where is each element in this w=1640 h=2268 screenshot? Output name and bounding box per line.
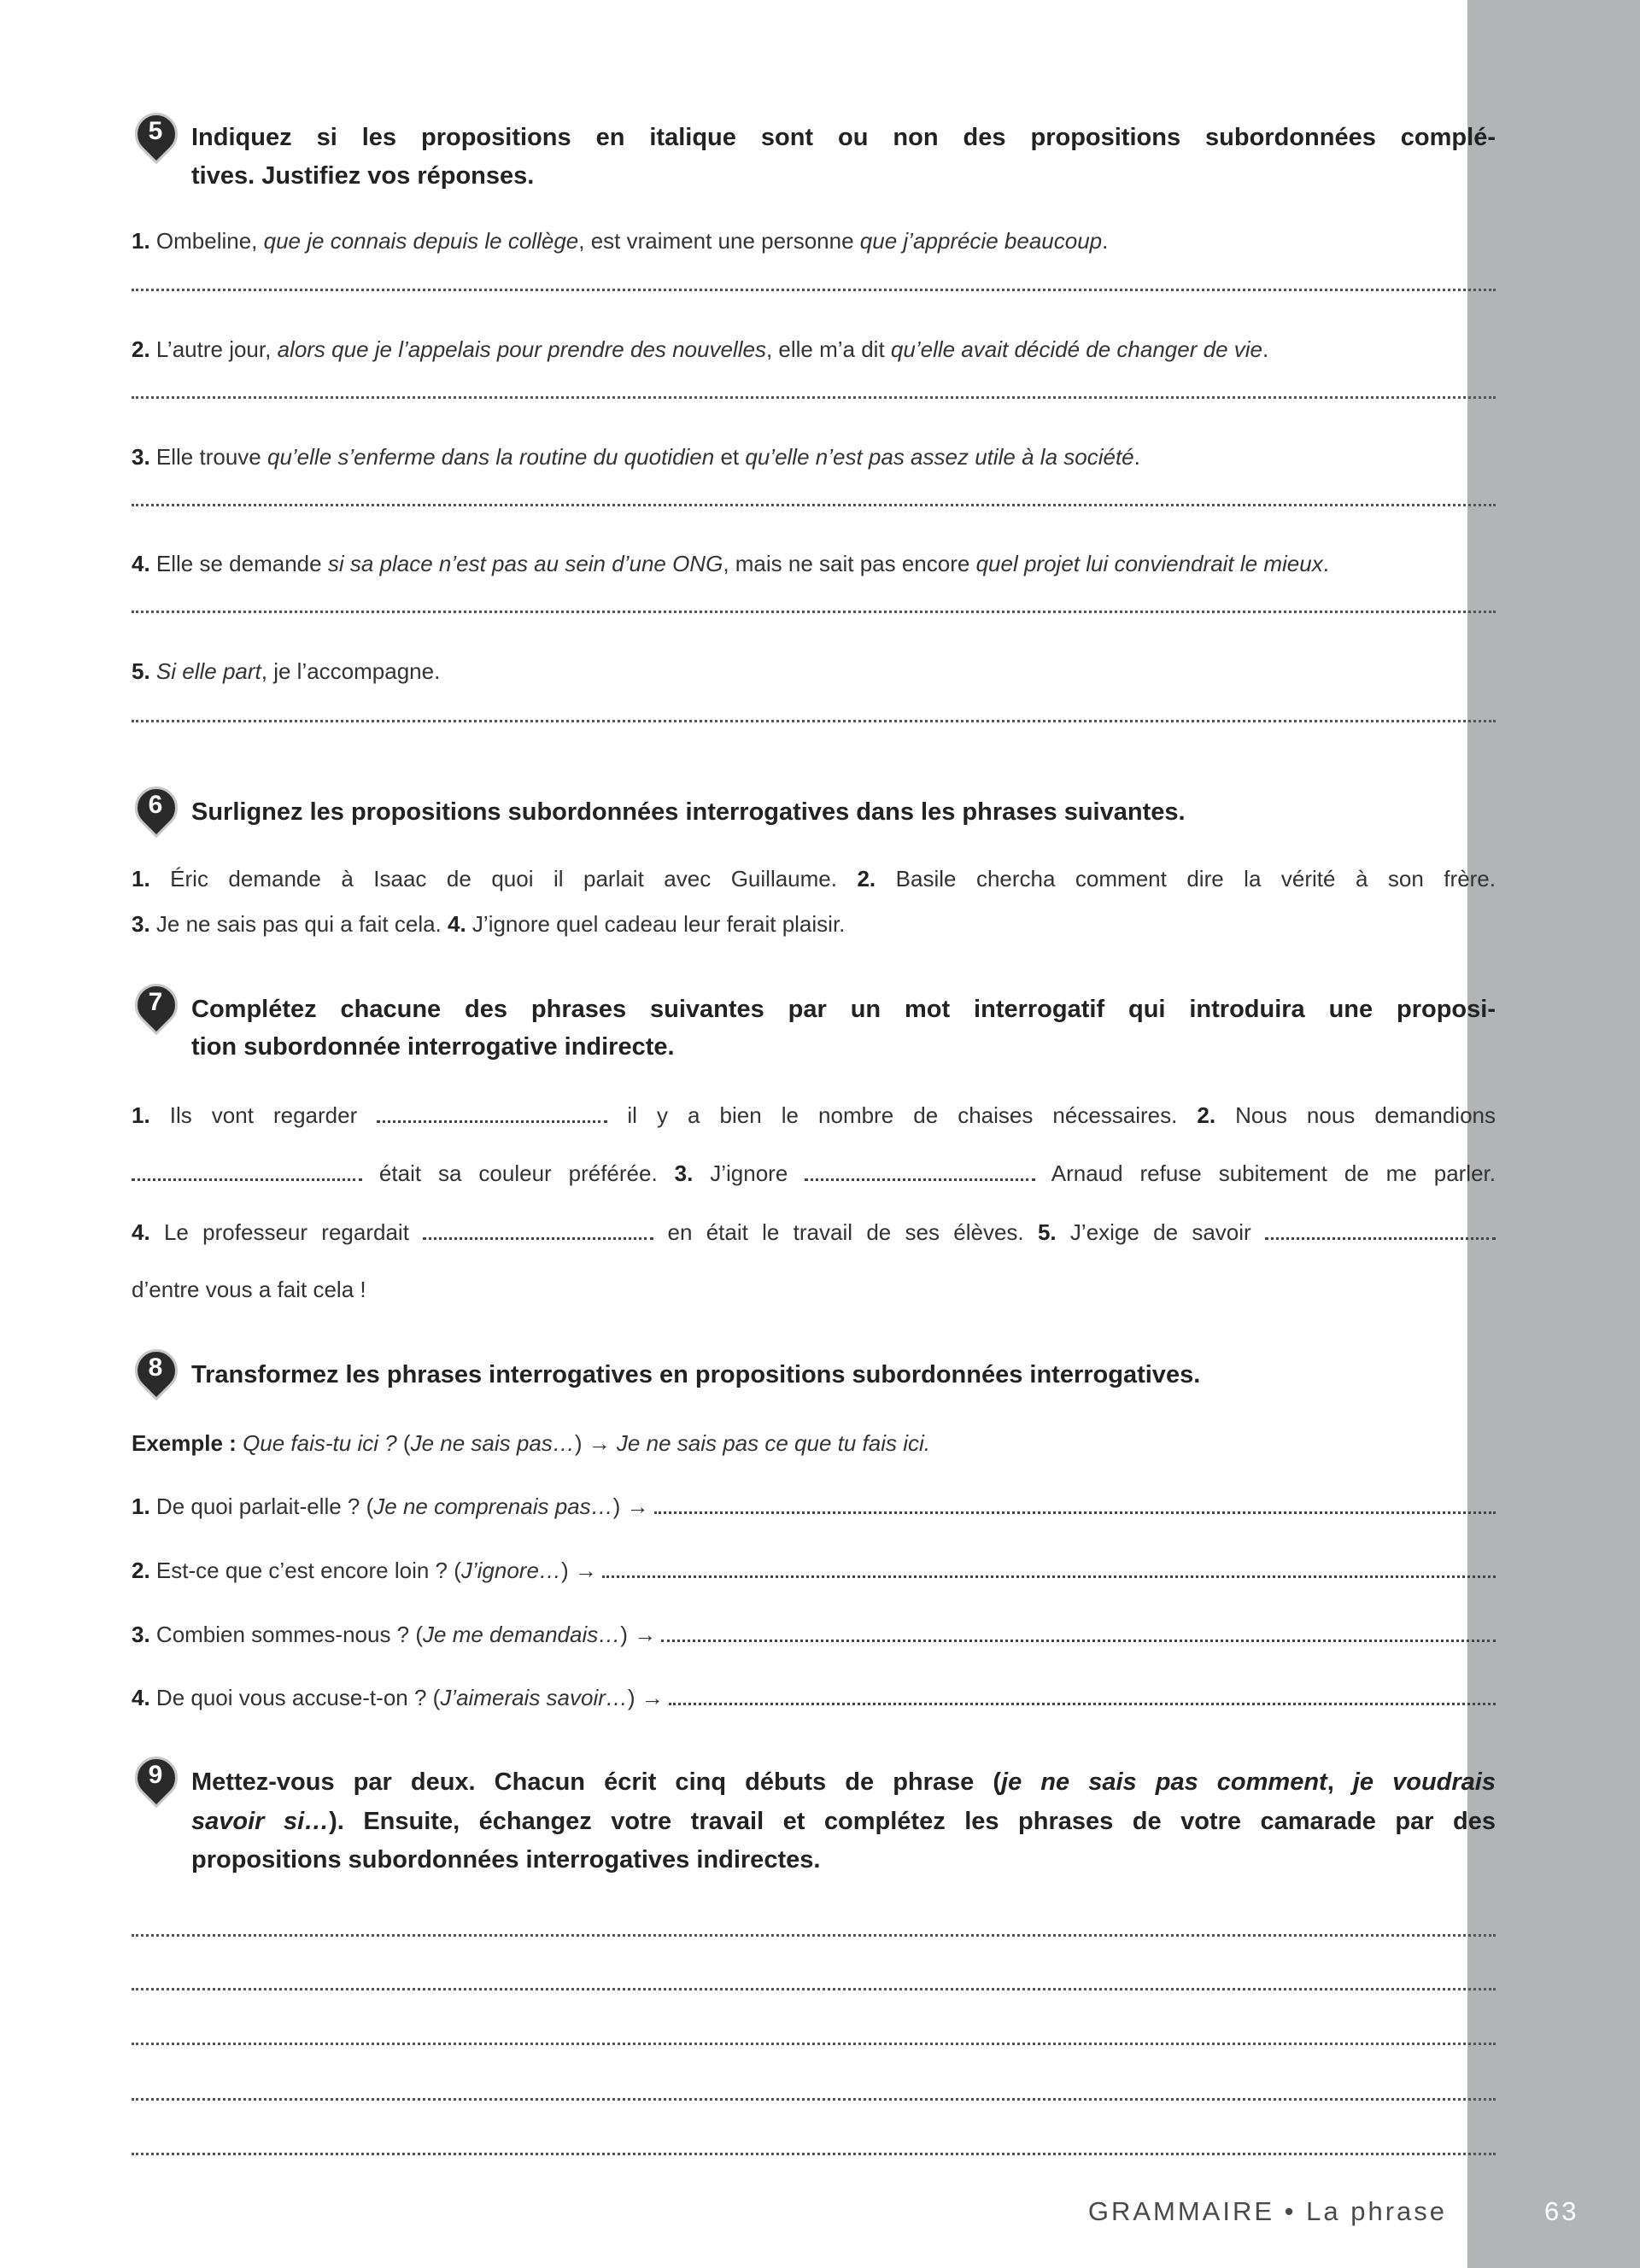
text: ) → xyxy=(620,1622,657,1647)
answer-line[interactable] xyxy=(132,611,1496,613)
text: L’autre jour, xyxy=(149,336,278,362)
text: De quoi parlait-elle ? ( xyxy=(149,1493,374,1519)
bold-text: 1. xyxy=(132,1493,150,1519)
text: Est-ce que c’est encore loin ? ( xyxy=(149,1558,461,1583)
italic-text: que j’apprécie beaucoup xyxy=(859,228,1103,254)
bold-text: 5. xyxy=(1037,1219,1057,1245)
exercise-number-badge xyxy=(133,111,178,155)
bold-italic-text: savoir si… xyxy=(191,1808,330,1835)
bold-text: 1. xyxy=(132,1102,150,1128)
text: ) → xyxy=(612,1493,649,1519)
exercise-instruction xyxy=(191,1764,1496,1800)
answer-blank[interactable] xyxy=(805,1161,1035,1181)
text: il y a bien le nombre de chaises nécessaires. xyxy=(607,1102,1198,1128)
answer-blank[interactable] xyxy=(423,1220,653,1240)
text: J’ignore xyxy=(693,1160,805,1186)
italic-text: Je ne comprenais pas… xyxy=(373,1493,613,1519)
exercise-instruction xyxy=(191,794,1496,830)
italic-text: Que fais-tu ici ? xyxy=(243,1430,397,1456)
exercise-number-badge xyxy=(133,1347,178,1392)
exercise-item xyxy=(132,1100,1496,1131)
italic-text: J’ignore… xyxy=(460,1558,561,1583)
exercise-number-badge xyxy=(133,785,178,829)
bold-text: , xyxy=(1327,1768,1353,1796)
text: J’exige de savoir xyxy=(1056,1219,1265,1245)
italic-text: quel projet lui conviendrait le mieux xyxy=(975,551,1323,576)
exercise-number-badge xyxy=(133,982,178,1026)
text: ( xyxy=(396,1430,411,1456)
text: ) → xyxy=(574,1430,617,1456)
answer-line[interactable] xyxy=(132,289,1496,291)
answer-line[interactable] xyxy=(132,720,1496,722)
text: , mais ne sait pas encore xyxy=(723,551,976,576)
bold-text: 1. xyxy=(132,228,150,254)
exercise-instruction xyxy=(191,1029,1496,1065)
bold-text: 2. xyxy=(132,336,150,362)
text: ) → xyxy=(560,1558,597,1583)
answer-line[interactable] xyxy=(132,504,1496,506)
answer-blank-line[interactable] xyxy=(654,1494,1496,1514)
italic-text: qu’elle avait décidé de changer de vie xyxy=(890,336,1262,362)
bold-text: Indiquez si les propositions en italique sont ou non des propositions subordonnées complé- xyxy=(191,124,1496,151)
answer-line[interactable] xyxy=(132,2098,1496,2101)
text: . xyxy=(1262,336,1269,362)
bold-text: tion subordonnée interrogative indirecte. xyxy=(191,1033,675,1061)
text: . xyxy=(1102,228,1109,254)
bold-text: 2. xyxy=(1197,1102,1216,1128)
exercise-item xyxy=(132,1274,1496,1305)
text: Nous nous demandions xyxy=(1215,1102,1496,1128)
exercise-instruction xyxy=(191,1842,1496,1878)
exercise-instruction xyxy=(191,158,1496,194)
italic-text: si sa place n’est pas au sein d’une ONG xyxy=(327,551,723,576)
text: , elle m’a dit xyxy=(765,336,891,362)
bold-text: 3. xyxy=(132,444,150,470)
bold-text: 2. xyxy=(132,1558,150,1583)
answer-blank[interactable] xyxy=(1265,1220,1496,1240)
text: Elle trouve xyxy=(149,444,267,470)
bold-text: 4. xyxy=(448,911,466,937)
bold-text: 4. xyxy=(132,1685,150,1710)
exercise-number-badge xyxy=(133,1755,178,1799)
text: Le professeur regardait xyxy=(149,1219,424,1245)
bold-text: tives. Justifiez vos réponses. xyxy=(191,162,535,190)
exercise-item xyxy=(132,656,1496,687)
text: Je ne sais pas qui a fait cela. xyxy=(149,911,448,937)
exercise-number: 9 xyxy=(148,1761,163,1789)
exercise-item xyxy=(132,225,1496,256)
exercise-item xyxy=(132,863,1496,894)
text: ) → xyxy=(627,1685,664,1710)
text: en était le travail de ses élèves. xyxy=(653,1219,1038,1245)
text: , je l’accompagne. xyxy=(261,658,441,684)
text: . xyxy=(1133,444,1140,470)
answer-line[interactable] xyxy=(132,2043,1496,2045)
exercise-item xyxy=(132,548,1496,579)
italic-text: J’aimerais savoir… xyxy=(440,1685,628,1710)
italic-text: alors que je l’appelais pour prendre des nouvelles xyxy=(277,336,766,362)
exercise-number: 6 xyxy=(148,791,163,819)
bold-text: Exemple : xyxy=(132,1430,243,1456)
exercise-item xyxy=(132,1158,1496,1189)
bold-italic-text: je ne sais pas comment xyxy=(1001,1768,1327,1796)
bold-text: 3. xyxy=(132,911,150,937)
text: Elle se demande xyxy=(149,551,328,576)
text: De quoi vous accuse-t-on ? ( xyxy=(149,1685,441,1710)
italic-text: Je ne sais pas ce que tu fais ici. xyxy=(616,1430,931,1456)
text: d’entre vous a fait cela ! xyxy=(132,1277,366,1302)
text: était sa couleur préférée. xyxy=(362,1160,675,1186)
text: et xyxy=(714,444,746,470)
bold-text: 5. xyxy=(132,658,150,684)
text: Combien sommes-nous ? ( xyxy=(149,1622,424,1647)
exercise-item xyxy=(132,909,1496,939)
bold-text: propositions subordonnées interrogatives indirectes. xyxy=(191,1846,821,1873)
text: Éric demande à Isaac de quoi il parlait avec Guillaume. xyxy=(149,866,858,891)
italic-text: Si elle part xyxy=(155,658,261,684)
bold-text: Complétez chacune des phrases suivantes par un mot interrogatif qui introduira une proposi- xyxy=(191,996,1496,1023)
exercise-item xyxy=(132,1619,1496,1650)
exercise-number: 8 xyxy=(148,1353,163,1382)
exercise-item xyxy=(132,1555,1496,1586)
exercise-item xyxy=(132,1682,1496,1713)
text xyxy=(150,658,156,684)
italic-text: qu’elle n’est pas assez utile à la société xyxy=(745,444,1134,470)
italic-text: que je connais depuis le collège xyxy=(263,228,579,254)
bold-text: Transformez les phrases interrogatives en propositions subordonnées interrogatives. xyxy=(191,1361,1201,1388)
answer-line[interactable] xyxy=(132,1934,1496,1937)
exercise-number: 5 xyxy=(148,117,163,145)
answer-blank[interactable] xyxy=(377,1103,607,1123)
answer-blank[interactable] xyxy=(132,1161,362,1181)
exercise-instruction xyxy=(191,1357,1496,1393)
exercise-number: 7 xyxy=(148,988,163,1016)
exercise-item xyxy=(132,1491,1496,1522)
text: , est vraiment une personne xyxy=(578,228,860,254)
text: . xyxy=(1322,551,1329,576)
italic-text: Je me demandais… xyxy=(423,1622,621,1647)
running-title: GRAMMAIRE • La phrase xyxy=(1087,2196,1447,2226)
answer-line[interactable] xyxy=(132,2153,1496,2155)
bold-text: 1. xyxy=(132,866,150,891)
bold-text: 2. xyxy=(857,866,876,891)
italic-text: Je ne sais pas… xyxy=(410,1430,575,1456)
answer-blank-line[interactable] xyxy=(669,1686,1496,1705)
bold-text: ). Ensuite, échangez votre travail et complétez les phrases de votre camarade par des xyxy=(329,1808,1496,1835)
answer-blank-line[interactable] xyxy=(602,1558,1496,1578)
exercise-item xyxy=(132,441,1496,472)
exercise-instruction xyxy=(191,120,1496,155)
text: J’ignore quel cadeau leur ferait plaisir. xyxy=(466,911,846,937)
exercise-instruction xyxy=(191,991,1496,1027)
answer-line[interactable] xyxy=(132,1988,1496,1990)
bold-text: 3. xyxy=(132,1622,150,1647)
bold-text: 4. xyxy=(132,1219,150,1245)
bold-text: 4. xyxy=(132,551,150,576)
page-number: 63 xyxy=(1544,2196,1579,2226)
bold-text: Surlignez les propositions subordonnées interrogatives dans les phrases suivantes. xyxy=(191,798,1186,826)
italic-text: qu’elle s’enferme dans la routine du quotidien xyxy=(266,444,715,470)
text: Ils vont regarder xyxy=(149,1102,378,1128)
text: Ombeline, xyxy=(149,228,264,254)
bold-text: Mettez-vous par deux. Chacun écrit cinq débuts de phrase ( xyxy=(191,1768,1002,1796)
answer-line[interactable] xyxy=(132,396,1496,399)
text: Basile chercha comment dire la vérité à son frère. xyxy=(876,866,1496,891)
exercise-item xyxy=(132,1428,1496,1458)
bold-italic-text: je voudrais xyxy=(1352,1768,1496,1796)
bold-text: 3. xyxy=(674,1160,694,1186)
answer-blank-line[interactable] xyxy=(661,1622,1496,1642)
exercise-instruction xyxy=(191,1803,1496,1839)
text: Arnaud refuse subitement de me parler. xyxy=(1035,1160,1496,1186)
exercise-item xyxy=(132,1217,1496,1248)
exercise-item xyxy=(132,334,1496,365)
